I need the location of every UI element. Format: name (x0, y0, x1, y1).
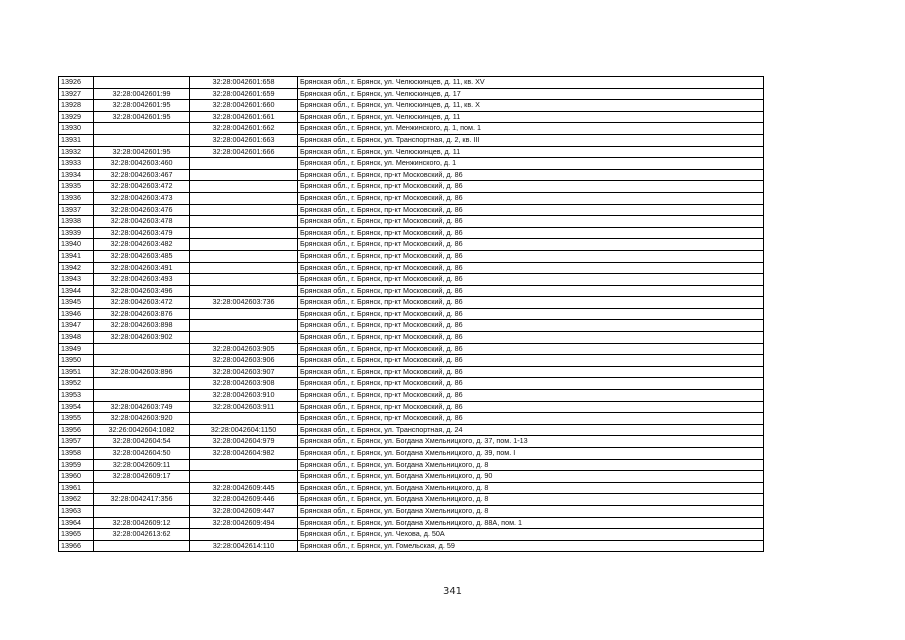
row-number-cell: 13943 (59, 274, 94, 286)
cadastral-number-cell: 32:28:0042603:749 (94, 401, 190, 413)
table-row (59, 262, 764, 274)
table-row (59, 250, 764, 262)
building-number-cell (190, 169, 298, 181)
table-row (59, 471, 764, 483)
address-cell: Брянская обл., г. Брянск, ул. Челюскинцев, д. 11 (298, 146, 764, 158)
table-row (59, 227, 764, 239)
building-number-cell (190, 262, 298, 274)
address-cell: Брянская обл., г. Брянск, пр-кт Московский, д. 86 (298, 216, 764, 228)
table-row (59, 332, 764, 344)
cadastral-number-cell: 32:28:0042603:479 (94, 227, 190, 239)
row-number-cell: 13931 (59, 134, 94, 146)
cadastral-number-cell: 32:28:0042603:491 (94, 262, 190, 274)
cadastral-number-cell: 32:28:0042603:473 (94, 192, 190, 204)
address-cell: Брянская обл., г. Брянск, ул. Богдана Хмельницкого, д. 88А, пом. 1 (298, 517, 764, 529)
row-number-cell: 13964 (59, 517, 94, 529)
cadastral-number-cell: 32:28:0042603:476 (94, 204, 190, 216)
address-cell: Брянская обл., г. Брянск, ул. Богдана Хмельницкого, д. 8 (298, 505, 764, 517)
table-row (59, 494, 764, 506)
address-cell: Брянская обл., г. Брянск, пр-кт Московский, д. 86 (298, 204, 764, 216)
cadastral-number-cell: 32:28:0042603:898 (94, 320, 190, 332)
cadastral-number-cell: 32:28:0042603:493 (94, 274, 190, 286)
building-number-cell: 32:28:0042603:910 (190, 390, 298, 402)
cadastral-number-cell: 32:28:0042601:95 (94, 146, 190, 158)
row-number-cell: 13946 (59, 308, 94, 320)
address-cell: Брянская обл., г. Брянск, пр-кт Московский, д. 86 (298, 401, 764, 413)
row-number-cell: 13963 (59, 505, 94, 517)
table-row (59, 482, 764, 494)
table-row (59, 529, 764, 541)
building-number-cell: 32:28:0042601:662 (190, 123, 298, 135)
table-row (59, 111, 764, 123)
address-cell: Брянская обл., г. Брянск, пр-кт Московский, д. 86 (298, 332, 764, 344)
building-number-cell: 32:28:0042601:660 (190, 100, 298, 112)
building-number-cell (190, 204, 298, 216)
cadastral-table (58, 76, 764, 552)
table-row (59, 448, 764, 460)
row-number-cell: 13966 (59, 540, 94, 552)
address-cell: Брянская обл., г. Брянск, пр-кт Московский, д. 86 (298, 262, 764, 274)
row-number-cell: 13929 (59, 111, 94, 123)
address-cell: Брянская обл., г. Брянск, пр-кт Московский, д. 86 (298, 192, 764, 204)
building-number-cell: 32:28:0042609:447 (190, 505, 298, 517)
address-cell: Брянская обл., г. Брянск, ул. Менжинского, д. 1, пом. 1 (298, 123, 764, 135)
table-row (59, 134, 764, 146)
table-row (59, 216, 764, 228)
building-number-cell: 32:28:0042601:658 (190, 77, 298, 89)
table-row (59, 366, 764, 378)
table-row (59, 424, 764, 436)
building-number-cell (190, 529, 298, 541)
row-number-cell: 13932 (59, 146, 94, 158)
address-cell: Брянская обл., г. Брянск, ул. Транспортная, д. 24 (298, 424, 764, 436)
building-number-cell (190, 413, 298, 425)
building-number-cell: 32:28:0042603:905 (190, 343, 298, 355)
table-row (59, 204, 764, 216)
cadastral-number-cell: 32:28:0042601:95 (94, 100, 190, 112)
row-number-cell: 13940 (59, 239, 94, 251)
row-number-cell: 13958 (59, 448, 94, 460)
address-cell: Брянская обл., г. Брянск, ул. Челюскинцев, д. 17 (298, 88, 764, 100)
building-number-cell: 32:28:0042614:110 (190, 540, 298, 552)
table-row (59, 88, 764, 100)
cadastral-number-cell: 32:28:0042603:478 (94, 216, 190, 228)
building-number-cell (190, 274, 298, 286)
row-number-cell: 13944 (59, 285, 94, 297)
building-number-cell (190, 320, 298, 332)
cadastral-number-cell: 32:28:0042601:95 (94, 111, 190, 123)
row-number-cell: 13954 (59, 401, 94, 413)
table-row (59, 413, 764, 425)
row-number-cell: 13942 (59, 262, 94, 274)
table-row (59, 285, 764, 297)
table-row (59, 436, 764, 448)
building-number-cell: 32:28:0042603:908 (190, 378, 298, 390)
cadastral-number-cell: 32:28:0042603:472 (94, 181, 190, 193)
address-cell: Брянская обл., г. Брянск, пр-кт Московский, д. 86 (298, 413, 764, 425)
address-cell: Брянская обл., г. Брянск, пр-кт Московский, д. 86 (298, 308, 764, 320)
table-row (59, 100, 764, 112)
table-row (59, 505, 764, 517)
cadastral-number-cell: 32:28:0042603:482 (94, 239, 190, 251)
address-cell: Брянская обл., г. Брянск, ул. Богдана Хмельницкого, д. 8 (298, 482, 764, 494)
cadastral-number-cell: 32:28:0042609:12 (94, 517, 190, 529)
cadastral-number-cell (94, 482, 190, 494)
cadastral-number-cell (94, 134, 190, 146)
address-cell: Брянская обл., г. Брянск, ул. Челюскинцев, д. 11, кв. XV (298, 77, 764, 89)
row-number-cell: 13960 (59, 471, 94, 483)
row-number-cell: 13955 (59, 413, 94, 425)
address-cell: Брянская обл., г. Брянск, пр-кт Московский, д. 86 (298, 297, 764, 309)
row-number-cell: 13957 (59, 436, 94, 448)
address-cell: Брянская обл., г. Брянск, пр-кт Московский, д. 86 (298, 320, 764, 332)
building-number-cell: 32:28:0042609:494 (190, 517, 298, 529)
table-row (59, 320, 764, 332)
row-number-cell: 13962 (59, 494, 94, 506)
building-number-cell: 32:28:0042604:982 (190, 448, 298, 460)
cadastral-number-cell: 32:28:0042603:876 (94, 308, 190, 320)
table-row (59, 517, 764, 529)
row-number-cell: 13951 (59, 366, 94, 378)
table-row (59, 158, 764, 170)
address-cell: Брянская обл., г. Брянск, ул. Менжинского, д. 1 (298, 158, 764, 170)
cadastral-number-cell (94, 390, 190, 402)
building-number-cell: 32:28:0042603:736 (190, 297, 298, 309)
cadastral-number-cell: 32:28:0042604:54 (94, 436, 190, 448)
cadastral-number-cell: 32:28:0042613:62 (94, 529, 190, 541)
cadastral-number-cell: 32:28:0042603:496 (94, 285, 190, 297)
cadastral-number-cell (94, 355, 190, 367)
table-row (59, 192, 764, 204)
address-cell: Брянская обл., г. Брянск, пр-кт Московский, д. 86 (298, 227, 764, 239)
address-cell: Брянская обл., г. Брянск, ул. Чехова, д. 50А (298, 529, 764, 541)
row-number-cell: 13937 (59, 204, 94, 216)
row-number-cell: 13965 (59, 529, 94, 541)
table-row (59, 343, 764, 355)
table-row (59, 390, 764, 402)
row-number-cell: 13938 (59, 216, 94, 228)
building-number-cell: 32:28:0042609:446 (190, 494, 298, 506)
address-cell: Брянская обл., г. Брянск, ул. Богдана Хмельницкого, д. 8 (298, 494, 764, 506)
row-number-cell: 13952 (59, 378, 94, 390)
building-number-cell (190, 471, 298, 483)
building-number-cell (190, 285, 298, 297)
row-number-cell: 13930 (59, 123, 94, 135)
row-number-cell: 13961 (59, 482, 94, 494)
building-number-cell (190, 239, 298, 251)
row-number-cell: 13950 (59, 355, 94, 367)
cadastral-number-cell: 32:28:0042601:99 (94, 88, 190, 100)
row-number-cell: 13947 (59, 320, 94, 332)
row-number-cell: 13926 (59, 77, 94, 89)
address-cell: Брянская обл., г. Брянск, ул. Гомельская, д. 59 (298, 540, 764, 552)
building-number-cell: 32:28:0042603:906 (190, 355, 298, 367)
cadastral-number-cell (94, 378, 190, 390)
address-cell: Брянская обл., г. Брянск, пр-кт Московский, д. 86 (298, 343, 764, 355)
cadastral-number-cell: 32:28:0042609:17 (94, 471, 190, 483)
building-number-cell (190, 227, 298, 239)
table-body (59, 77, 764, 552)
building-number-cell (190, 181, 298, 193)
table-row (59, 459, 764, 471)
row-number-cell: 13945 (59, 297, 94, 309)
cadastral-number-cell (94, 540, 190, 552)
cadastral-number-cell: 32:28:0042604:50 (94, 448, 190, 460)
cadastral-number-cell: 32:26:0042604:1082 (94, 424, 190, 436)
cadastral-number-cell: 32:28:0042603:485 (94, 250, 190, 262)
cadastral-number-cell (94, 505, 190, 517)
row-number-cell: 13949 (59, 343, 94, 355)
address-cell: Брянская обл., г. Брянск, ул. Богдана Хмельницкого, д. 39, пом. I (298, 448, 764, 460)
building-number-cell (190, 216, 298, 228)
row-number-cell: 13956 (59, 424, 94, 436)
address-cell: Брянская обл., г. Брянск, пр-кт Московский, д. 86 (298, 169, 764, 181)
address-cell: Брянская обл., г. Брянск, ул. Богдана Хмельницкого, д. 90 (298, 471, 764, 483)
table-row (59, 239, 764, 251)
address-cell: Брянская обл., г. Брянск, пр-кт Московский, д. 86 (298, 239, 764, 251)
table-row (59, 401, 764, 413)
building-number-cell: 32:28:0042604:979 (190, 436, 298, 448)
address-cell: Брянская обл., г. Брянск, пр-кт Московский, д. 86 (298, 366, 764, 378)
table-row (59, 355, 764, 367)
building-number-cell (190, 308, 298, 320)
table-row (59, 123, 764, 135)
address-cell: Брянская обл., г. Брянск, пр-кт Московский, д. 86 (298, 181, 764, 193)
table-row (59, 146, 764, 158)
address-cell: Брянская обл., г. Брянск, ул. Челюскинцев, д. 11 (298, 111, 764, 123)
building-number-cell: 32:28:0042603:911 (190, 401, 298, 413)
address-cell: Брянская обл., г. Брянск, пр-кт Московский, д. 86 (298, 355, 764, 367)
cadastral-number-cell: 32:28:0042603:460 (94, 158, 190, 170)
address-cell: Брянская обл., г. Брянск, ул. Богдана Хмельницкого, д. 37, пом. 1-13 (298, 436, 764, 448)
building-number-cell: 32:28:0042601:663 (190, 134, 298, 146)
cadastral-number-cell: 32:28:0042609:11 (94, 459, 190, 471)
cadastral-number-cell: 32:28:0042603:902 (94, 332, 190, 344)
cadastral-number-cell: 32:28:0042603:467 (94, 169, 190, 181)
building-number-cell: 32:28:0042601:666 (190, 146, 298, 158)
address-cell: Брянская обл., г. Брянск, пр-кт Московский, д. 86 (298, 285, 764, 297)
row-number-cell: 13928 (59, 100, 94, 112)
address-cell: Брянская обл., г. Брянск, ул. Транспортная, д. 2, кв. III (298, 134, 764, 146)
address-cell: Брянская обл., г. Брянск, ул. Богдана Хмельницкого, д. 8 (298, 459, 764, 471)
row-number-cell: 13941 (59, 250, 94, 262)
cadastral-number-cell: 32:28:0042603:472 (94, 297, 190, 309)
address-cell: Брянская обл., г. Брянск, пр-кт Московский, д. 86 (298, 250, 764, 262)
address-cell: Брянская обл., г. Брянск, пр-кт Московский, д. 86 (298, 274, 764, 286)
table-row (59, 308, 764, 320)
building-number-cell (190, 158, 298, 170)
address-cell: Брянская обл., г. Брянск, пр-кт Московский, д. 86 (298, 390, 764, 402)
table-row (59, 540, 764, 552)
row-number-cell: 13934 (59, 169, 94, 181)
building-number-cell (190, 192, 298, 204)
building-number-cell: 32:28:0042604:1150 (190, 424, 298, 436)
table-row (59, 378, 764, 390)
building-number-cell (190, 250, 298, 262)
cadastral-number-cell (94, 77, 190, 89)
row-number-cell: 13935 (59, 181, 94, 193)
building-number-cell (190, 332, 298, 344)
table-row (59, 274, 764, 286)
row-number-cell: 13936 (59, 192, 94, 204)
cadastral-number-cell: 32:28:0042603:896 (94, 366, 190, 378)
building-number-cell: 32:28:0042609:445 (190, 482, 298, 494)
building-number-cell: 32:28:0042603:907 (190, 366, 298, 378)
cadastral-number-cell (94, 343, 190, 355)
cadastral-number-cell: 32:28:0042603:920 (94, 413, 190, 425)
building-number-cell: 32:28:0042601:661 (190, 111, 298, 123)
address-cell: Брянская обл., г. Брянск, ул. Челюскинцев, д. 11, кв. X (298, 100, 764, 112)
address-cell: Брянская обл., г. Брянск, пр-кт Московский, д. 86 (298, 378, 764, 390)
building-number-cell: 32:28:0042601:659 (190, 88, 298, 100)
cadastral-number-cell (94, 123, 190, 135)
row-number-cell: 13933 (59, 158, 94, 170)
cadastral-number-cell: 32:28:0042417:356 (94, 494, 190, 506)
table-row (59, 77, 764, 89)
row-number-cell: 13927 (59, 88, 94, 100)
table-row (59, 169, 764, 181)
row-number-cell: 13953 (59, 390, 94, 402)
table-row (59, 297, 764, 309)
page-number: 341 (442, 586, 463, 597)
row-number-cell: 13939 (59, 227, 94, 239)
table-row (59, 181, 764, 193)
building-number-cell (190, 459, 298, 471)
row-number-cell: 13948 (59, 332, 94, 344)
row-number-cell: 13959 (59, 459, 94, 471)
